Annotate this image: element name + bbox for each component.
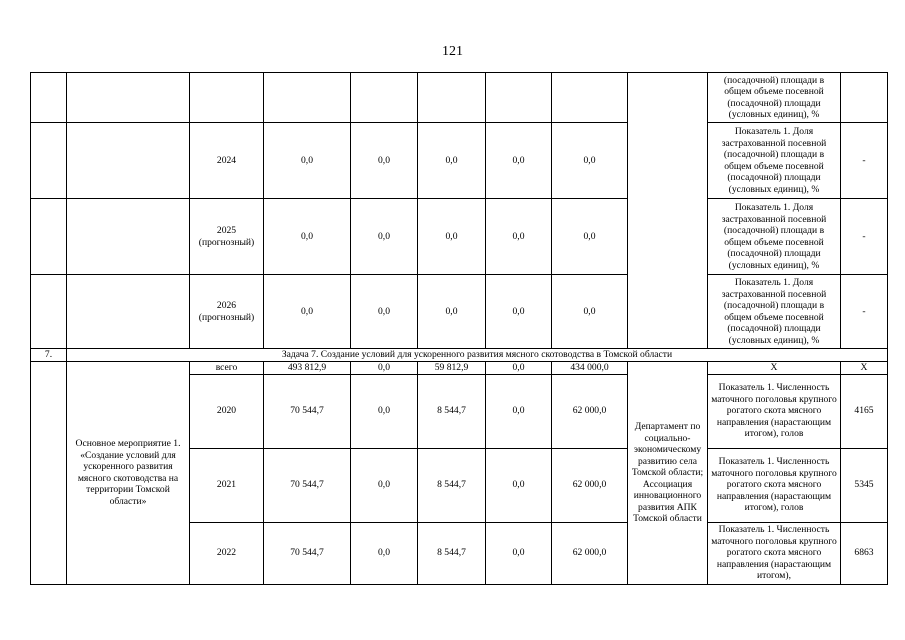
year-cell bbox=[190, 73, 264, 123]
value-cell: 0,0 bbox=[264, 199, 351, 275]
target-cell: 6863 bbox=[841, 522, 888, 584]
event-name-cell bbox=[67, 199, 190, 275]
target-cell: 5345 bbox=[841, 448, 888, 522]
executor-cell: Департамент по социально-экономическому развитию села Томской области; Ассоциация инновационного развития АПК Томской области bbox=[628, 362, 708, 585]
value-cell: 0,0 bbox=[552, 275, 628, 349]
value-cell: 0,0 bbox=[351, 199, 418, 275]
value-cell: 62 000,0 bbox=[552, 448, 628, 522]
task-row bbox=[31, 349, 888, 362]
indicator-cell: Показатель 1. Численность маточного поголовья крупного рогатого скота мясного направления (нарастающим итогом), голов bbox=[708, 374, 841, 448]
target-cell: Х bbox=[841, 362, 888, 375]
table-row bbox=[31, 199, 888, 275]
value-cell bbox=[418, 73, 486, 123]
task-title: Задача 7. Создание условий для ускоренного развития мясного скотоводства в Томской области bbox=[67, 349, 888, 362]
value-cell: 70 544,7 bbox=[264, 448, 351, 522]
target-cell: - bbox=[841, 199, 888, 275]
executor-cell bbox=[628, 73, 708, 349]
indicator-cell: Показатель 1. Численность маточного поголовья крупного рогатого скота мясного направления (нарастающим итогом), bbox=[708, 522, 841, 584]
value-cell bbox=[351, 73, 418, 123]
year-cell: всего bbox=[190, 362, 264, 375]
row-number-cell bbox=[31, 73, 67, 123]
value-cell: 0,0 bbox=[486, 275, 552, 349]
value-cell: 0,0 bbox=[351, 448, 418, 522]
target-cell: 4165 bbox=[841, 374, 888, 448]
value-cell: 0,0 bbox=[264, 123, 351, 199]
value-cell: 0,0 bbox=[486, 199, 552, 275]
year-cell: 2022 bbox=[190, 522, 264, 584]
value-cell bbox=[486, 73, 552, 123]
value-cell bbox=[552, 73, 628, 123]
value-cell: 0,0 bbox=[351, 123, 418, 199]
value-cell: 0,0 bbox=[351, 522, 418, 584]
value-cell: 0,0 bbox=[418, 199, 486, 275]
indicator-cell: Показатель 1. Доля застрахованной посевной (посадочной) площади в общем объеме посевной (посадочной) площади (условных единиц), % bbox=[708, 123, 841, 199]
indicator-cell: Показатель 1. Доля застрахованной посевной (посадочной) площади в общем объеме посевной (посадочной) площади (условных единиц), % bbox=[708, 199, 841, 275]
value-cell: 0,0 bbox=[351, 275, 418, 349]
value-cell: 70 544,7 bbox=[264, 522, 351, 584]
value-cell: 0,0 bbox=[418, 275, 486, 349]
indicator-cell: Х bbox=[708, 362, 841, 375]
target-cell: - bbox=[841, 123, 888, 199]
value-cell: 8 544,7 bbox=[418, 522, 486, 584]
row-number-cell bbox=[31, 362, 67, 585]
value-cell: 62 000,0 bbox=[552, 374, 628, 448]
task-number: 7. bbox=[31, 349, 67, 362]
year-cell: 2021 bbox=[190, 448, 264, 522]
indicator-cell: Показатель 1. Доля застрахованной посевной (посадочной) площади в общем объеме посевной (посадочной) площади (условных единиц), % bbox=[708, 275, 841, 349]
event-name-cell bbox=[67, 123, 190, 199]
value-cell bbox=[264, 73, 351, 123]
value-cell: 62 000,0 bbox=[552, 522, 628, 584]
value-cell: 0,0 bbox=[418, 123, 486, 199]
row-number-cell bbox=[31, 199, 67, 275]
value-cell: 0,0 bbox=[351, 362, 418, 375]
page-number: 121 bbox=[442, 44, 463, 59]
value-cell: 0,0 bbox=[486, 448, 552, 522]
table-row bbox=[31, 123, 888, 199]
table-row bbox=[31, 275, 888, 349]
value-cell: 0,0 bbox=[264, 275, 351, 349]
target-cell: - bbox=[841, 275, 888, 349]
year-cell: 2020 bbox=[190, 374, 264, 448]
value-cell: 493 812,9 bbox=[264, 362, 351, 375]
value-cell: 0,0 bbox=[552, 123, 628, 199]
indicator-cell: Показатель 1. Численность маточного поголовья крупного рогатого скота мясного направления (нарастающим итогом), голов bbox=[708, 448, 841, 522]
value-cell: 8 544,7 bbox=[418, 448, 486, 522]
value-cell: 0,0 bbox=[486, 362, 552, 375]
value-cell: 0,0 bbox=[486, 522, 552, 584]
value-cell: 0,0 bbox=[486, 374, 552, 448]
year-cell: 2024 bbox=[190, 123, 264, 199]
value-cell: 0,0 bbox=[552, 199, 628, 275]
program-table bbox=[30, 72, 888, 585]
year-cell: 2025 (прогнозный) bbox=[190, 199, 264, 275]
value-cell: 434 000,0 bbox=[552, 362, 628, 375]
total-row bbox=[31, 362, 888, 375]
value-cell: 8 544,7 bbox=[418, 374, 486, 448]
value-cell: 70 544,7 bbox=[264, 374, 351, 448]
year-cell: 2026 (прогнозный) bbox=[190, 275, 264, 349]
event-name-cell bbox=[67, 275, 190, 349]
table-row bbox=[31, 73, 888, 123]
row-number-cell bbox=[31, 275, 67, 349]
indicator-cell: (посадочной) площади в общем объеме посевной (посадочной) площади (условных единиц), % bbox=[708, 73, 841, 123]
event-name-cell: Основное мероприятие 1. «Создание условий для ускоренного развития мясного скотоводства на территории Томской области» bbox=[67, 362, 190, 585]
value-cell: 0,0 bbox=[486, 123, 552, 199]
value-cell: 59 812,9 bbox=[418, 362, 486, 375]
target-cell bbox=[841, 73, 888, 123]
row-number-cell bbox=[31, 123, 67, 199]
value-cell: 0,0 bbox=[351, 374, 418, 448]
event-name-cell bbox=[67, 73, 190, 123]
